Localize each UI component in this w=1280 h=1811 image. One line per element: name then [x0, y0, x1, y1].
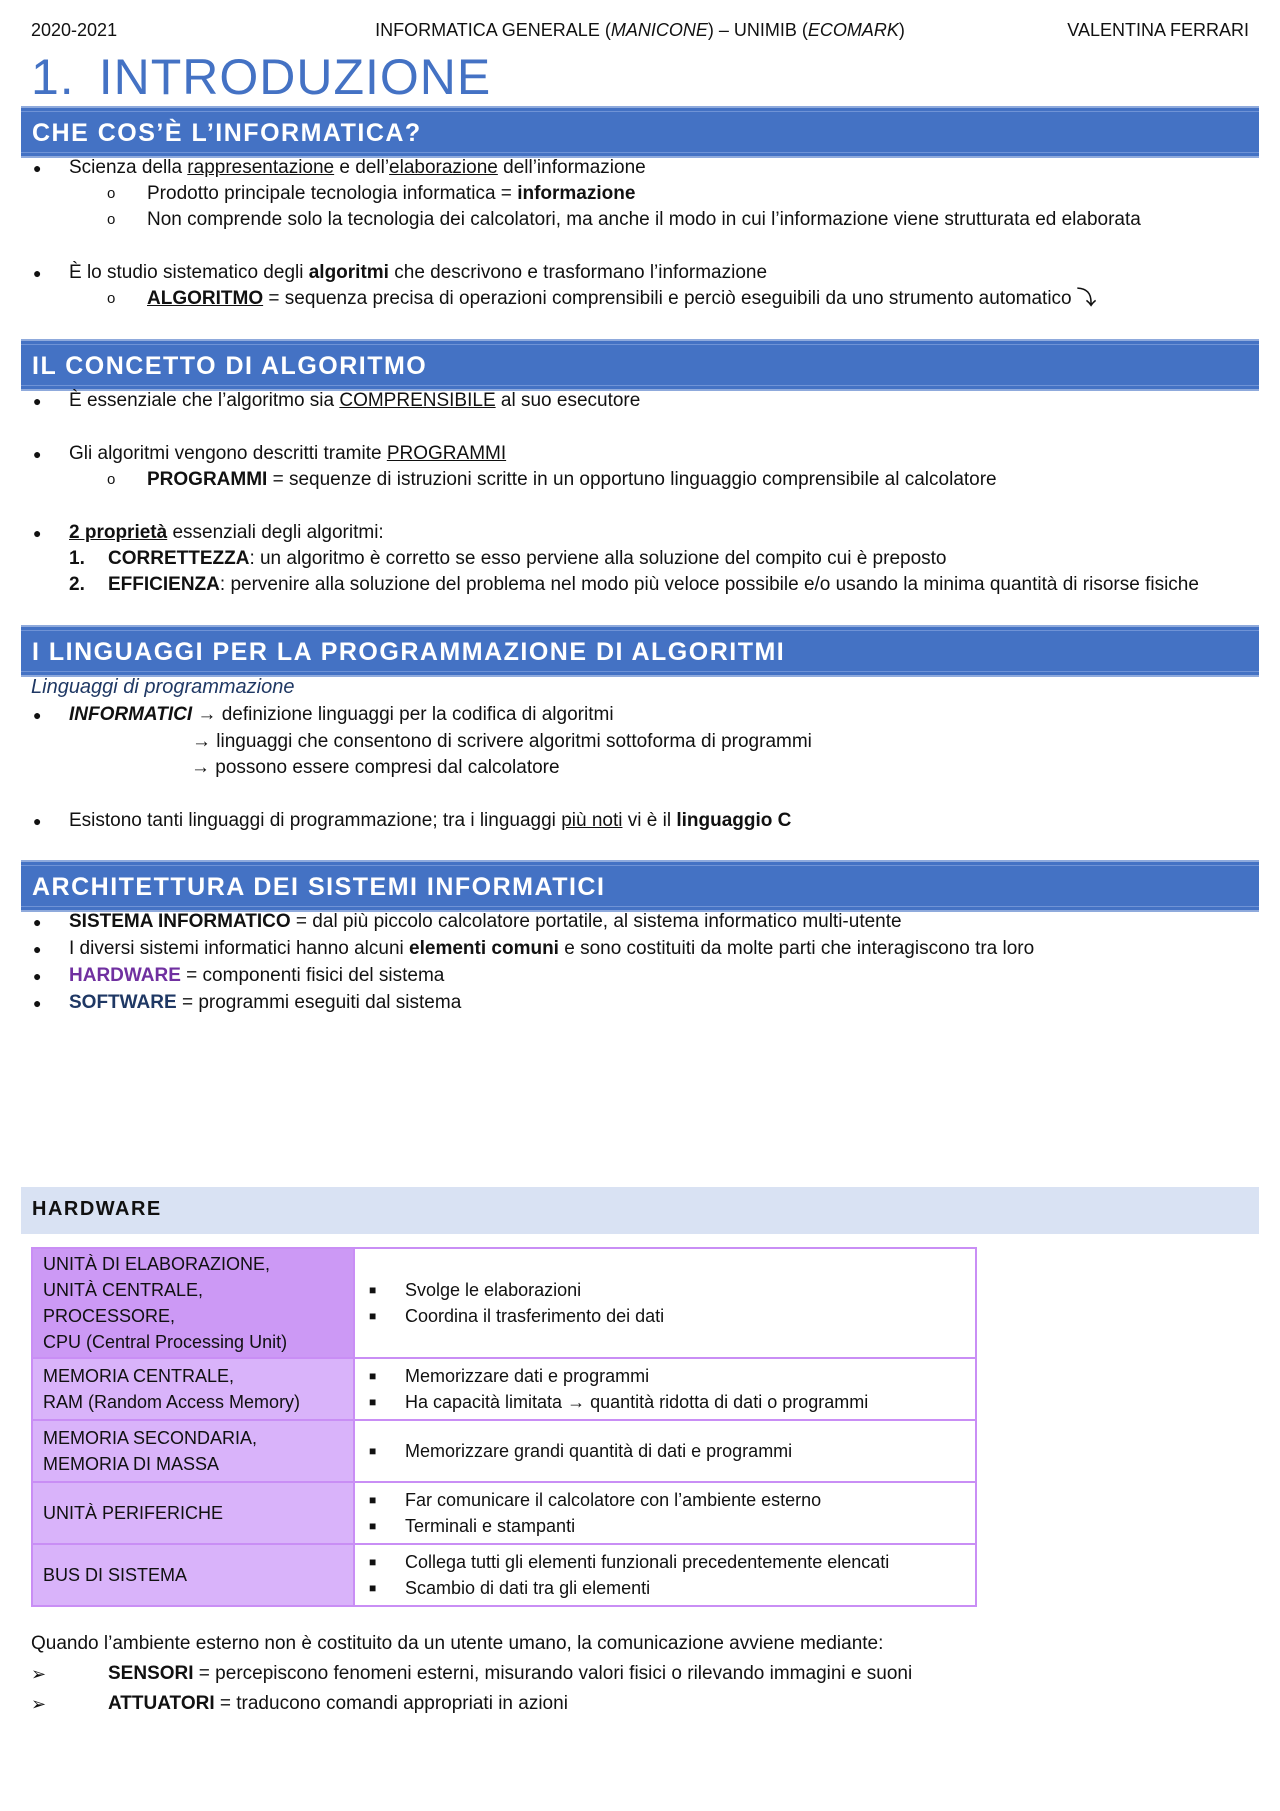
- section-heading-informatica: CHE COS’È L’INFORMATICA?: [21, 106, 1259, 158]
- subsection-heading-hardware: HARDWARE: [21, 1187, 1259, 1234]
- list-item: Non comprende solo la tecnologia dei calcolatori, ma anche il modo in cui l’informazione viene strutturata ed elaborata: [147, 209, 1141, 230]
- list-item: CORRETTEZZA: un algoritmo è corretto se esso perviene alla soluzione del compito cui è preposto: [108, 548, 947, 569]
- list-item: PROGRAMMI = sequenze di istruzioni scritte in un opportuno linguaggio comprensibile al calcolatore: [147, 469, 997, 490]
- chapter-title: 1. INTRODUZIONE: [31, 49, 492, 105]
- component-name-line: MEMORIA CENTRALE,: [43, 1366, 235, 1386]
- square-bullet-icon: ■: [369, 1555, 377, 1569]
- component-name-line: MEMORIA DI MASSA: [43, 1454, 220, 1474]
- bullet-icon: ●: [33, 707, 42, 723]
- function-item: [365, 1303, 965, 1329]
- function-text: Memorizzare grandi quantità di dati e programmi: [405, 1441, 793, 1461]
- table-row: [32, 1482, 976, 1544]
- bullet-icon: ●: [33, 160, 42, 176]
- section-heading-architettura: ARCHITETTURA DEI SISTEMI INFORMATICI: [21, 860, 1259, 912]
- section-heading-algoritmo: IL CONCETTO DI ALGORITMO: [21, 339, 1259, 391]
- hardware-function-cell: [354, 1248, 976, 1358]
- bullet-icon: ●: [33, 813, 42, 829]
- list-number: 2.: [69, 574, 85, 595]
- hardware-function-cell: [354, 1420, 976, 1482]
- square-bullet-icon: ■: [369, 1283, 377, 1297]
- arrowhead-bullet-icon: ➢: [31, 1694, 47, 1714]
- function-item: [365, 1487, 965, 1513]
- list-item: → possono essere compresi dal calcolatore: [191, 757, 560, 778]
- subheading: Linguaggi di programmazione: [31, 676, 295, 698]
- list-item: È essenziale che l’algoritmo sia COMPRENSIBILE al suo esecutore: [69, 390, 641, 411]
- function-item: [365, 1277, 965, 1303]
- function-item: [365, 1513, 965, 1539]
- square-bullet-icon: ■: [369, 1493, 377, 1507]
- paragraph: Quando l’ambiente esterno non è costituito da un utente umano, la comunicazione avviene mediante:: [31, 1633, 884, 1654]
- circle-bullet-icon: o: [107, 471, 116, 488]
- function-item: [365, 1438, 965, 1464]
- hardware-function-cell: [354, 1482, 976, 1544]
- list-item: È lo studio sistematico degli algoritmi che descrivono e trasformano l’informazione: [69, 262, 768, 283]
- component-name-line: RAM (Random Access Memory): [43, 1392, 301, 1412]
- hardware-component-cell: [32, 1248, 354, 1358]
- list-item: → linguaggi che consentono di scrivere algoritmi sottoforma di programmi: [192, 731, 812, 752]
- square-bullet-icon: ■: [369, 1444, 377, 1458]
- hardware-component-cell: [32, 1544, 354, 1606]
- hardware-component-cell: [32, 1482, 354, 1544]
- circle-bullet-icon: o: [107, 211, 116, 228]
- header-year: 2020-2021: [31, 20, 118, 40]
- list-item: Gli algoritmi vengono descritti tramite PROGRAMMI: [69, 443, 507, 464]
- bullet-icon: ●: [33, 968, 42, 984]
- list-item: Esistono tanti linguaggi di programmazione; tra i linguaggi più noti vi è il linguaggio C: [69, 810, 792, 831]
- arrowhead-bullet-icon: ➢: [31, 1664, 47, 1684]
- square-bullet-icon: ■: [369, 1519, 377, 1533]
- function-item: [365, 1575, 965, 1601]
- component-name-line: UNITÀ CENTRALE,: [43, 1280, 204, 1300]
- function-text: Terminali e stampanti: [405, 1516, 576, 1536]
- bullet-icon: ●: [33, 393, 42, 409]
- table-row: [32, 1420, 976, 1482]
- function-item: [365, 1549, 965, 1575]
- table-row: [32, 1248, 976, 1358]
- square-bullet-icon: ■: [369, 1369, 377, 1383]
- running-header: [31, 20, 1249, 46]
- function-text: Ha capacità limitata → quantità ridotta di dati o programmi: [405, 1392, 869, 1412]
- list-item: INFORMATICI → definizione linguaggi per la codifica di algoritmi: [69, 704, 614, 725]
- component-name-line: MEMORIA SECONDARIA,: [43, 1428, 258, 1448]
- circle-bullet-icon: o: [107, 290, 116, 307]
- curved-arrow-icon: ⤵: [1076, 288, 1096, 309]
- list-item: 2 proprietà essenziali degli algoritmi:: [69, 522, 384, 543]
- function-text: Far comunicare il calcolatore con l’ambiente esterno: [405, 1490, 822, 1510]
- component-name-line: BUS DI SISTEMA: [43, 1565, 188, 1585]
- list-item: I diversi sistemi informatici hanno alcuni elementi comuni e sono costituiti da molte parti che interagiscono tra loro: [69, 938, 1035, 959]
- bullet-icon: ●: [33, 525, 42, 541]
- circle-bullet-icon: o: [107, 185, 116, 202]
- component-name-line: UNITÀ PERIFERICHE: [43, 1503, 224, 1523]
- bullet-icon: ●: [33, 914, 42, 930]
- function-text: Coordina il trasferimento dei dati: [405, 1306, 665, 1326]
- list-item: SENSORI = percepiscono fenomeni esterni, misurando valori fisici o rilevando immagini e suoni: [108, 1663, 913, 1684]
- list-item: SISTEMA INFORMATICO = dal più piccolo calcolatore portatile, al sistema informatico multi-utente: [69, 911, 902, 932]
- section-heading-linguaggi: I LINGUAGGI PER LA PROGRAMMAZIONE DI ALGORITMI: [21, 625, 1259, 677]
- hardware-component-cell: [32, 1358, 354, 1420]
- function-text: Memorizzare dati e programmi: [405, 1366, 650, 1386]
- table-row: [32, 1544, 976, 1606]
- list-item: Prodotto principale tecnologia informatica = informazione: [147, 183, 636, 204]
- header-course: INFORMATICA GENERALE (MANICONE) – UNIMIB (ECOMARK): [375, 20, 905, 40]
- hardware-function-cell: [354, 1544, 976, 1606]
- square-bullet-icon: ■: [369, 1395, 377, 1409]
- hardware-function-cell: [354, 1358, 976, 1420]
- list-item: HARDWARE = componenti fisici del sistema: [69, 965, 445, 986]
- function-text: Svolge le elaborazioni: [405, 1280, 582, 1300]
- function-text: Collega tutti gli elementi funzionali precedentemente elencati: [405, 1552, 890, 1572]
- hardware-table: [31, 1247, 977, 1607]
- bullet-icon: ●: [33, 265, 42, 281]
- list-item: ALGORITMO = sequenza precisa di operazioni comprensibili e perciò eseguibili da uno strumento automatico ⤵: [147, 288, 1096, 309]
- bullet-icon: ●: [33, 941, 42, 957]
- hardware-component-cell: [32, 1420, 354, 1482]
- list-item: Scienza della rappresentazione e dell’elaborazione dell’informazione: [69, 157, 646, 178]
- component-name-line: CPU (Central Processing Unit): [43, 1332, 288, 1352]
- function-item: [365, 1389, 965, 1415]
- square-bullet-icon: ■: [369, 1581, 377, 1595]
- square-bullet-icon: ■: [369, 1309, 377, 1323]
- header-author: VALENTINA FERRARI: [1067, 20, 1249, 40]
- list-number: 1.: [69, 548, 85, 569]
- bullet-icon: ●: [33, 446, 42, 462]
- list-item: EFFICIENZA: pervenire alla soluzione del problema nel modo più veloce possibile e/o usando la minima quantità di risorse fisiche: [108, 574, 1199, 595]
- component-name-line: UNITÀ DI ELABORAZIONE,: [43, 1254, 271, 1274]
- component-name-line: PROCESSORE,: [43, 1306, 176, 1326]
- function-text: Scambio di dati tra gli elementi: [405, 1578, 651, 1598]
- list-item: SOFTWARE = programmi eseguiti dal sistema: [69, 992, 462, 1013]
- function-item: [365, 1363, 965, 1389]
- bullet-icon: ●: [33, 995, 42, 1011]
- list-item: ATTUATORI = traducono comandi appropriati in azioni: [108, 1693, 568, 1714]
- table-row: [32, 1358, 976, 1420]
